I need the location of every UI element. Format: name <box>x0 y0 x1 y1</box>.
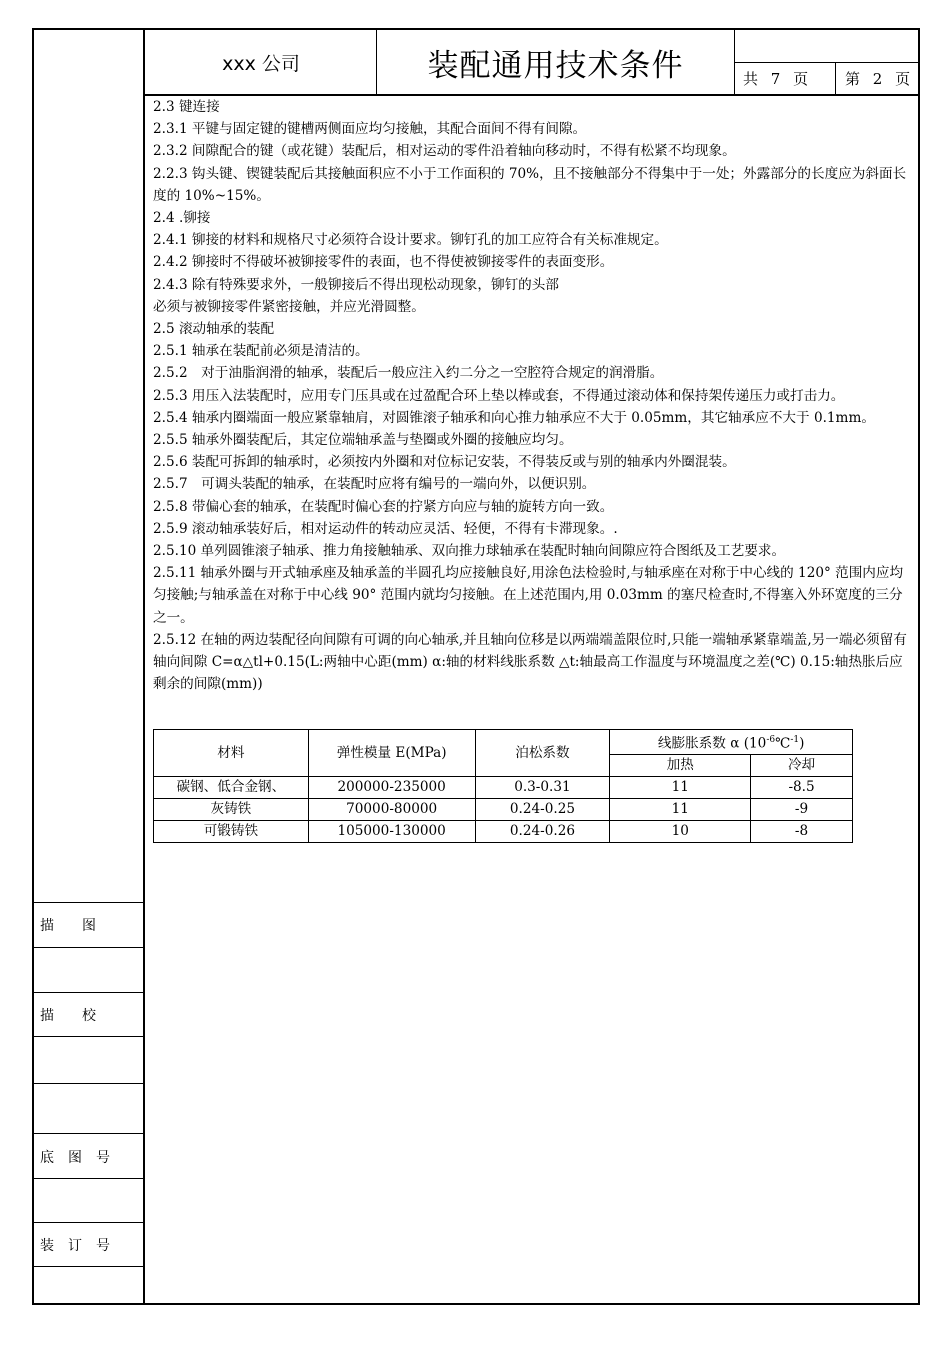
paragraph: 2.5.10 单列圆锥滚子轴承、推力角接触轴承、双向推力球轴承在装配时轴向间隙应符合图纸及工艺要求。 <box>153 543 786 560</box>
paragraph: 2.3.1 平键与固定键的键槽两侧面应均匀接触，其配合面间不得有间隙。 <box>153 121 587 138</box>
sidebar-label-drawing: 描 图 <box>40 918 96 934</box>
paragraph: 2.5.2 对于油脂润滑的轴承，装配后一般应注入约二分之一空腔符合规定的润滑脂。 <box>153 365 664 382</box>
sidebar-rule <box>32 1036 145 1037</box>
paragraph: 2.5.6 装配可拆卸的轴承时，必须按内外圈和对位标记安装，不得装反或与别的轴承内外圈混装。 <box>153 454 736 471</box>
header-poisson: 泊松系数 <box>475 730 610 777</box>
paragraph: 2.5.7 可调头装配的轴承，在装配时应将有编号的一端向外，以便识别。 <box>153 476 596 493</box>
section-heading: 2.5 滚动轴承的装配 <box>153 321 275 338</box>
table-row <box>154 798 853 820</box>
left-binding-column <box>32 28 145 1305</box>
paragraph: 2.3.2 间隙配合的键（或花键）装配后，相对运动的零件沿着轴向移动时，不得有松紧不均现象。 <box>153 143 736 160</box>
paragraph: 2.5.11 轴承外圈与开式轴承座及轴承盖的半圆孔均应接触良好,用涂色法检验时,与轴承座在对称于中心线的 120° 范围内应均匀接触;与轴承盖在对称于中心线 90° 范围内就均匀接触。在上述范围内,用 0.03mm 的塞尺检查时,不得塞入外环宽度的三分之一。 <box>153 565 904 626</box>
paragraph: 2.5.4 轴承内圈端面一般应紧靠轴肩，对圆锥滚子轴承和向心推力轴承应不大于 0.05mm，其它轴承应不大于 0.1mm。 <box>153 409 875 426</box>
cell-material: 碳钢、低合金钢、 <box>154 776 309 798</box>
sidebar-rule <box>32 1083 145 1084</box>
cell-poisson: 0.24-0.26 <box>475 820 610 842</box>
sidebar-label-binding-no: 装 订 号 <box>40 1238 110 1254</box>
cell-modulus: 70000-80000 <box>308 798 475 820</box>
paragraph: 必须与被铆接零件紧密接触，并应光滑圆整。 <box>153 298 425 315</box>
cell-poisson: 0.3-0.31 <box>475 776 610 798</box>
section-heading: 2.3 键连接 <box>153 99 220 115</box>
section-heading: 2.4 .铆接 <box>153 210 211 227</box>
paragraph: 2.4.3 除有特殊要求外，一般铆接后不得出现松动现象，铆钉的头部 <box>153 276 559 293</box>
paragraph: 2.5.5 轴承外圈装配后，其定位端轴承盖与垫圈或外圈的接触应均匀。 <box>153 432 573 449</box>
header-material: 材料 <box>154 730 309 777</box>
paragraph: 2.5.1 轴承在装配前必须是清洁的。 <box>153 343 369 360</box>
table-row <box>154 820 853 842</box>
sidebar-label-base-drawing-no: 底 图 号 <box>40 1150 110 1166</box>
cell-cooling: -9 <box>751 798 853 820</box>
company-name: xxx 公司 <box>222 52 300 75</box>
page-number: 第 2 页 <box>845 69 915 88</box>
header-cooling: 冷却 <box>751 754 853 776</box>
paragraph: 2.5.12 在轴的两边装配径向间隙有可调的向心轴承,并且轴向位移是以两端端盖限位时,只能一端轴承紧靠端盖,另一端必须留有轴向间隙 C=α△tl+0.15(L:两轴中心距(mm) α:轴的材料线胀系数 △t:轴最高工作温度与环境温度之差(℃) 0.15:轴热胀后应剩余的间隙(mm)) <box>153 631 907 693</box>
cell-heating: 10 <box>610 820 751 842</box>
table-row <box>154 776 853 798</box>
sidebar-rule <box>32 1222 145 1223</box>
cell-modulus: 105000-130000 <box>308 820 475 842</box>
sidebar-rule <box>32 1133 145 1134</box>
header-heating: 加热 <box>610 754 751 776</box>
sidebar-rule <box>32 947 145 948</box>
paragraph: 2.5.3 用压入法装配时，应用专门压具或在过盈配合环上垫以棒或套，不得通过滚动体和保持架传递压力或打击力。 <box>153 387 845 404</box>
cell-poisson: 0.24-0.25 <box>475 798 610 820</box>
paragraph: 2.4.2 铆接时不得破坏被铆接零件的表面，也不得使被铆接零件的表面变形。 <box>153 254 614 271</box>
sidebar-rule <box>32 902 145 903</box>
header-divider-3 <box>835 62 836 95</box>
cell-material: 可锻铸铁 <box>154 820 309 842</box>
sidebar-rule <box>32 992 145 993</box>
header-modulus: 弹性模量 E(MPa) <box>308 730 475 777</box>
paragraph: 2.2.3 钩头键、锲键装配后其接触面积应不小于工作面积的 70%，且不接触部分不得集中于一处；外露部分的长度应为斜面长度的 10%~15%。 <box>153 165 907 204</box>
paragraph: 2.4.1 铆接的材料和规格尺寸必须符合设计要求。铆钉孔的加工应符合有关标准规定。 <box>153 232 668 249</box>
header-expansion: 线膨胀系数 α $(10^{-6}℃^{-1})$ <box>610 730 853 755</box>
material-properties-table <box>153 729 853 843</box>
sidebar-rule <box>32 1178 145 1179</box>
document-title: 装配通用技术条件 <box>427 47 684 84</box>
cell-heating: 11 <box>610 776 751 798</box>
cell-heating: 11 <box>610 798 751 820</box>
sidebar-label-check: 描 校 <box>40 1008 96 1024</box>
body-text <box>153 96 915 695</box>
cell-material: 灰铸铁 <box>154 798 309 820</box>
table-header-row <box>154 730 853 755</box>
sidebar-rule <box>32 1266 145 1267</box>
cell-modulus: 200000-235000 <box>308 776 475 798</box>
cell-cooling: -8.5 <box>751 776 853 798</box>
paragraph: 2.5.8 带偏心套的轴承，在装配时偏心套的拧紧方向应与轴的旋转方向一致。 <box>153 498 614 515</box>
paragraph: 2.5.9 滚动轴承装好后，相对运动件的转动应灵活、轻便，不得有卡滞现象。. <box>153 520 618 537</box>
cell-cooling: -8 <box>751 820 853 842</box>
total-pages: 共 7 页 <box>743 69 813 88</box>
